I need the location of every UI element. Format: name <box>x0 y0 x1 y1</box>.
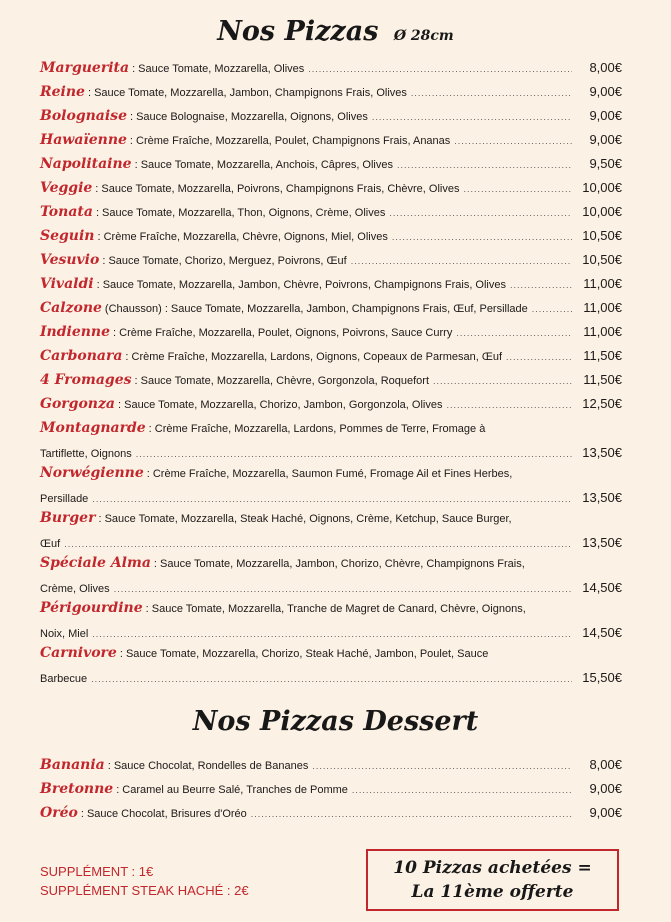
dot-leader <box>64 538 572 550</box>
dot-leader <box>91 673 572 685</box>
dot-leader <box>251 808 572 820</box>
menu-item <box>40 254 622 278</box>
menu-item <box>40 557 622 602</box>
dot-leader <box>433 375 572 387</box>
dot-leader <box>92 493 572 505</box>
menu-item <box>40 86 622 110</box>
dot-leader <box>463 183 572 195</box>
dot-leader <box>312 760 572 772</box>
dot-leader <box>411 87 572 99</box>
item-name: Gorgonza <box>40 396 115 412</box>
promo-line-2: La 11ème offerte <box>411 882 574 902</box>
menu-item <box>40 62 622 86</box>
item-name: Burger <box>40 510 96 526</box>
menu-item <box>40 326 622 350</box>
item-price: 11,00€ <box>583 300 622 315</box>
item-price: 8,00€ <box>589 757 622 772</box>
item-name: Vesuvio <box>40 252 100 268</box>
item-name: Napolitaine <box>40 156 132 172</box>
menu-item <box>40 206 622 230</box>
supplement-line: SUPPLÉMENT : 1€ <box>40 864 154 879</box>
item-description: : Sauce Tomate, Mozzarella, Steak Haché, Oignons, Crème, Ketchup, Sauce Burger, <box>98 513 512 525</box>
item-name: Indienne <box>40 324 111 340</box>
dot-leader <box>372 111 572 123</box>
menu-item <box>40 512 622 557</box>
item-price: 10,00€ <box>582 180 622 195</box>
menu-item <box>40 230 622 254</box>
item-description-continued: Barbecue <box>40 673 88 685</box>
dot-leader <box>136 448 572 460</box>
dot-leader <box>532 303 572 315</box>
dot-leader <box>392 231 572 243</box>
menu-item <box>40 110 622 134</box>
dot-leader <box>389 207 572 219</box>
item-description: : Sauce Tomate, Mozzarella, Tranche de Magret de Canard, Chèvre, Oignons, <box>145 603 526 615</box>
item-price: 11,50€ <box>583 372 622 387</box>
dot-leader <box>446 399 572 411</box>
menu-item <box>40 783 622 807</box>
item-price: 13,50€ <box>582 535 622 550</box>
item-name: Tonata <box>40 204 93 220</box>
item-description: : Crème Fraîche, Mozzarella, Poulet, Oignons, Poivrons, Sauce Curry <box>113 327 453 339</box>
pizza-size: Ø 28cm <box>393 28 454 44</box>
dessert-title: Nos Pizzas Dessert <box>192 706 479 737</box>
item-name: Carnivore <box>40 645 117 661</box>
menu-item <box>40 647 622 692</box>
item-description-continued: Crème, Olives <box>40 583 110 595</box>
item-price: 11,00€ <box>583 324 622 339</box>
item-price: 15,50€ <box>582 670 622 685</box>
item-price: 9,00€ <box>589 84 622 99</box>
menu-item <box>40 759 622 783</box>
item-name: Bolognaise <box>40 108 127 124</box>
menu-item <box>40 467 622 512</box>
item-name: Seguin <box>40 228 95 244</box>
supplements <box>40 862 249 900</box>
item-description: : Crème Fraîche, Mozzarella, Saumon Fumé, Fromage Ail et Fines Herbes, <box>146 468 513 480</box>
item-description: (Chausson) : Sauce Tomate, Mozzarella, Jambon, Champignons Frais, Œuf, Persillade <box>104 303 528 315</box>
item-description: : Crème Fraîche, Mozzarella, Chèvre, Oignons, Miel, Olives <box>97 231 388 243</box>
item-description: : Sauce Tomate, Mozzarella, Jambon, Chorizo, Chèvre, Champignons Frais, <box>153 558 525 570</box>
item-description: : Sauce Tomate, Mozzarella, Anchois, Câpres, Olives <box>134 159 393 171</box>
item-price: 9,00€ <box>589 781 622 796</box>
item-name: Veggie <box>40 180 93 196</box>
menu-item <box>40 302 622 326</box>
item-name: Norwégienne <box>40 465 144 481</box>
item-description-continued: Persillade <box>40 493 89 505</box>
item-description: : Caramel au Beurre Salé, Tranches de Pomme <box>116 784 348 796</box>
item-price: 8,00€ <box>589 60 622 75</box>
supplement-steak-line: SUPPLÉMENT STEAK HACHÉ : 2€ <box>40 883 249 898</box>
item-price: 11,50€ <box>583 348 622 363</box>
dessert-menu <box>40 759 622 831</box>
menu-item <box>40 134 622 158</box>
item-description: : Sauce Chocolat, Brisures d'Oréo <box>80 808 247 820</box>
promo-box <box>366 849 619 911</box>
title-text: Nos Pizzas <box>217 16 379 47</box>
item-description: : Sauce Chocolat, Rondelles de Bananes <box>107 760 309 772</box>
item-name: Vivaldi <box>40 276 94 292</box>
pizza-menu <box>40 62 622 692</box>
menu-item <box>40 422 622 467</box>
item-name: Banania <box>40 757 105 773</box>
item-description: : Sauce Bolognaise, Mozzarella, Oignons, Olives <box>129 111 368 123</box>
menu-item <box>40 398 622 422</box>
dot-leader <box>454 135 572 147</box>
item-description: : Sauce Tomate, Mozzarella, Jambon, Champignons Frais, Olives <box>87 87 407 99</box>
item-price: 10,50€ <box>582 228 622 243</box>
item-description: : Crème Fraîche, Mozzarella, Lardons, Oignons, Copeaux de Parmesan, Œuf <box>125 351 503 363</box>
dot-leader <box>114 583 572 595</box>
item-description-continued: Tartiflette, Oignons <box>40 448 132 460</box>
item-price: 13,50€ <box>582 490 622 505</box>
menu-item <box>40 807 622 831</box>
dot-leader <box>397 159 572 171</box>
dot-leader <box>308 63 572 75</box>
menu-item <box>40 374 622 398</box>
item-price: 10,00€ <box>582 204 622 219</box>
item-price: 12,50€ <box>582 396 622 411</box>
item-price: 10,50€ <box>582 252 622 267</box>
dot-leader <box>92 628 572 640</box>
item-description: : Sauce Tomate, Mozzarella, Poivrons, Champignons Frais, Chèvre, Olives <box>95 183 460 195</box>
item-description: : Sauce Tomate, Chorizo, Merguez, Poivrons, Œuf <box>102 255 347 267</box>
dot-leader <box>352 784 572 796</box>
item-description: : Sauce Tomate, Mozzarella, Chorizo, Steak Haché, Jambon, Poulet, Sauce <box>119 648 489 660</box>
item-name: 4 Fromages <box>40 372 132 388</box>
item-price: 13,50€ <box>582 445 622 460</box>
page-title <box>0 16 671 47</box>
item-description: : Sauce Tomate, Mozzarella, Chorizo, Jambon, Gorgonzola, Olives <box>118 399 443 411</box>
item-description-continued: Noix, Miel <box>40 628 89 640</box>
item-name: Hawaïenne <box>40 132 127 148</box>
dot-leader <box>506 351 572 363</box>
item-name: Montagnarde <box>40 420 146 436</box>
menu-item <box>40 602 622 647</box>
item-description: : Sauce Tomate, Mozzarella, Chèvre, Gorgonzola, Roquefort <box>134 375 430 387</box>
item-description: : Sauce Tomate, Mozzarella, Jambon, Chèvre, Poivrons, Champignons Frais, Olives <box>96 279 506 291</box>
menu-item <box>40 158 622 182</box>
menu-item <box>40 278 622 302</box>
item-name: Spéciale Alma <box>40 555 151 571</box>
item-name: Carbonara <box>40 348 123 364</box>
item-description: : Sauce Tomate, Mozzarella, Olives <box>132 63 305 75</box>
item-name: Oréo <box>40 805 78 821</box>
item-description-continued: Œuf <box>40 538 61 550</box>
item-price: 9,00€ <box>589 108 622 123</box>
dot-leader <box>456 327 572 339</box>
item-name: Périgourdine <box>40 600 143 616</box>
item-name: Calzone <box>40 300 102 316</box>
item-name: Marguerita <box>40 60 130 76</box>
item-description: : Crème Fraîche, Mozzarella, Lardons, Pommes de Terre, Fromage à <box>148 423 486 435</box>
item-price: 9,00€ <box>589 132 622 147</box>
item-name: Bretonne <box>40 781 114 797</box>
item-price: 9,50€ <box>589 156 622 171</box>
item-description: : Sauce Tomate, Mozzarella, Thon, Oignons, Crème, Olives <box>95 207 386 219</box>
item-name: Reine <box>40 84 85 100</box>
promo-line-1: 10 Pizzas achetées = <box>393 858 592 878</box>
item-price: 9,00€ <box>589 805 622 820</box>
item-price: 14,50€ <box>582 580 622 595</box>
menu-item <box>40 182 622 206</box>
dot-leader <box>510 279 572 291</box>
menu-item <box>40 350 622 374</box>
dot-leader <box>351 255 572 267</box>
item-description: : Crème Fraîche, Mozzarella, Poulet, Champignons Frais, Ananas <box>129 135 451 147</box>
item-price: 11,00€ <box>583 276 622 291</box>
item-price: 14,50€ <box>582 625 622 640</box>
